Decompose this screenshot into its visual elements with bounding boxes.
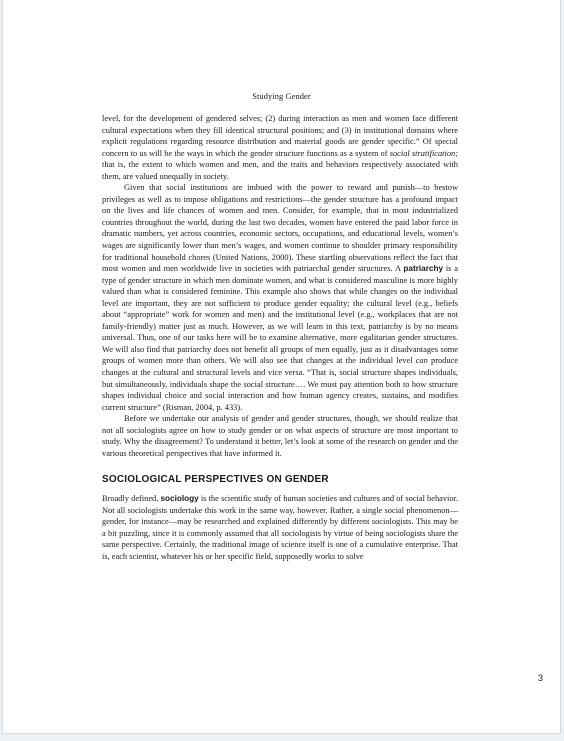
body-text xyxy=(102,113,458,562)
text-run: is the scientific study of human societies and cultures and of social behavior. Not all sociologists undertake this work in the same way, however. Rather, a single social phenomenon—gender, for instance—may be researched and explained differently by different sociologists. This may be a bit puzzling, since it is commonly assumed that all sociologists by virtue of being sociologists share the same perspective. Certainly, the traditional image of science itself is one of a cumulative enterprise. That is, each scientist, whatever his or her specific field, supposedly works to solve xyxy=(102,493,458,561)
paragraph xyxy=(102,413,458,459)
text-run: Broadly defined, xyxy=(102,493,161,503)
paragraph xyxy=(102,182,458,413)
text-run: level, for the development of gendered selves; (2) during interaction as men and women face different cultural expectations when they fill identical structural positions; and (3) in institutional domains where explicit regulations regarding resource distribution and material goods are gender specific.” Of special concern to us will be the ways in which the gender structure functions as a system of xyxy=(102,114,458,158)
key-term: sociology xyxy=(160,493,199,503)
paragraph xyxy=(102,113,458,182)
key-term: patriarchy xyxy=(403,264,443,274)
running-header: Studying Gender xyxy=(252,92,311,101)
text-run: produce changes at the cultural and structural levels and vice versa. “That is, social structure shapes individuals, but simultaneously, individuals shape the social structure…. We must pay attention both to how structure shapes individual choice and social interaction and how human agency creates, sustains, and modifies current structure” (Risman, 2004, p. 433). xyxy=(102,356,458,412)
section-heading: SOCIOLOGICAL PERSPECTIVES ON GENDER xyxy=(102,474,329,486)
page-number: 3 xyxy=(537,673,543,683)
document-page xyxy=(2,0,561,734)
text-run: that is, the extent to which women and men, and the traits and behaviors respectively associated with them, are valued unequally in society. xyxy=(102,160,458,181)
italic-text: social stratification; xyxy=(389,148,458,158)
text-run: Before we undertake our analysis of gender and gender structures, though, we should realize that not all sociologists agree on how to study gender or on what aspects of structure are most important to study. Why the disagreement? To understand it better, let’s look at some of the research on gender and the various theoretical perspectives that have informed it. xyxy=(102,414,458,458)
text-run: Given that social institutions are imbued with the power to reward and punish—to bestow privileges as well as to impose obligations and restrictions—the gender structure has a profound impact on the lives and life chances of women and men. Consider, for example, that in most industrialized countries throughout the world, during the last two decades, women have entered the paid labor force in dramatic numbers, yet across countries, economic sectors, occupations, and educational levels, women’s wages are significantly lower than men’s wages, and women continue to shoulder primary responsibility for traditional household chores (United Nations, 2000). These startling observations reflect the fact that most women and men worldwide live in societies with patriarchal gender structures. A xyxy=(102,183,458,274)
paragraph xyxy=(102,493,458,562)
italic-text: can xyxy=(415,356,428,366)
text-run: is a type of gender structure in which men dominate women, and what is considered masculine is more highly valued than what is considered feminine. This example also shows that while changes on the individual level are important, they are not sufficient to produce gender equality; the cultural level (e.g., beliefs about “appropriate” work for women and men) and the institutional level (e.g., workplaces that are not family-friendly) matter just as much. However, as we will learn in this text, patriarchy is by no means universal. Thus, one of our tasks here will be to examine alternative, more egalitarian gender structures. We will also find that patriarchy does not benefit all groups of men equally, just as it disadvantages some groups of women more than others. We will also see that changes at the individual level xyxy=(102,264,458,366)
